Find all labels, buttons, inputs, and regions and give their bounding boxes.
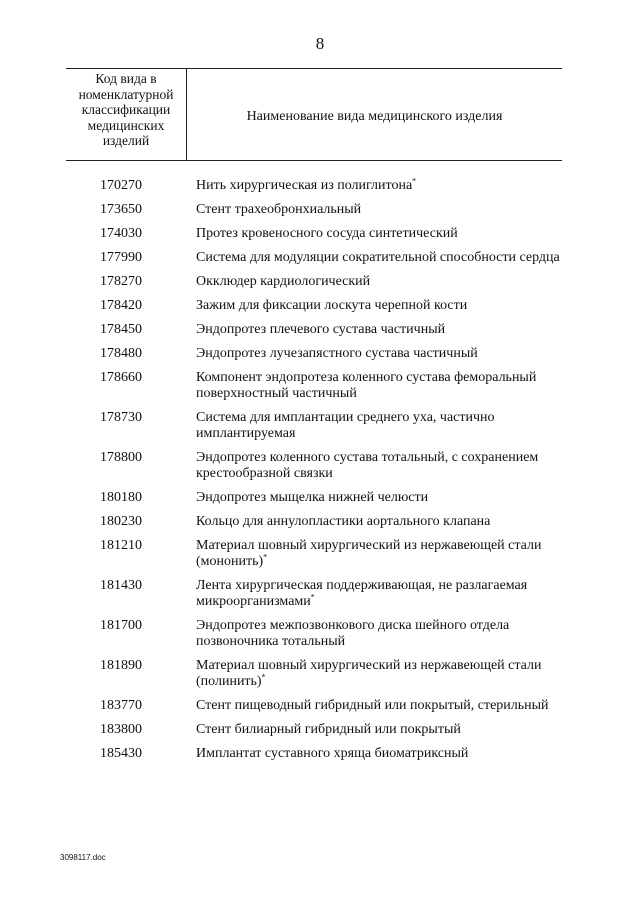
code-column-header: Код вида в номенклатурной классификации медицинских изделий: [66, 69, 187, 160]
device-code: 178270: [100, 274, 142, 289]
table-row: [66, 410, 562, 442]
table-row: [66, 658, 562, 690]
footnote-mark: *: [261, 672, 266, 682]
device-name-cell: [186, 538, 562, 570]
table-row: [66, 450, 562, 482]
device-name: Эндопротез межпозвонкового диска шейного отдела позвоночника тотальный: [196, 618, 510, 649]
device-name-cell: [186, 698, 562, 714]
device-code: 173650: [100, 202, 142, 217]
table-row: [66, 178, 562, 194]
device-name: Материал шовный хирургический из нержавеющей стали (мононить): [196, 538, 542, 569]
device-code: 183800: [100, 722, 142, 737]
table-row: [66, 538, 562, 570]
device-name: Лента хирургическая поддерживающая, не разлагаемая микроорганизмами: [196, 578, 528, 609]
device-name-cell: [186, 618, 562, 650]
device-name-cell: [186, 274, 562, 290]
device-name-cell: [186, 202, 562, 218]
device-code: 178660: [100, 370, 142, 385]
device-name-cell: [186, 178, 562, 194]
device-code: 181890: [100, 658, 142, 673]
device-code: 181700: [100, 618, 142, 633]
name-column-header: Наименование вида медицинского изделия: [246, 108, 503, 124]
device-name-cell: [186, 410, 562, 442]
device-name: Эндопротез лучезапястного сустава частичный: [196, 346, 478, 361]
device-name: Система для имплантации среднего уха, частично имплантируемая: [196, 410, 495, 441]
table-row: [66, 722, 562, 738]
device-name: Стент трахеобронхиальный: [196, 202, 362, 217]
device-code: 178420: [100, 298, 142, 313]
table-row: [66, 322, 562, 338]
table-row: [66, 370, 562, 402]
table-row: [66, 514, 562, 530]
table-body: [66, 178, 562, 762]
device-code: 178800: [100, 450, 142, 465]
footnote-mark: *: [412, 176, 417, 186]
device-name-cell: [186, 746, 562, 762]
table-row: [66, 274, 562, 290]
device-name-cell: [186, 722, 562, 738]
device-name-cell: [186, 226, 562, 242]
device-name: Стент пищеводный гибридный или покрытый, стерильный: [196, 698, 549, 713]
device-code: 181210: [100, 538, 142, 553]
device-name-cell: [186, 490, 562, 506]
device-name: Стент билиарный гибридный или покрытый: [196, 722, 461, 737]
device-code: 178480: [100, 346, 142, 361]
device-name: Материал шовный хирургический из нержавеющей стали (полинить): [196, 658, 542, 689]
table-row: [66, 346, 562, 362]
table-row: [66, 250, 562, 266]
table-row: [66, 578, 562, 610]
device-name: Нить хирургическая из полиглитона: [196, 178, 413, 193]
table-row: [66, 490, 562, 506]
device-name-cell: [186, 346, 562, 362]
device-code: 181430: [100, 578, 142, 593]
table-row: [66, 618, 562, 650]
table-row: [66, 298, 562, 314]
device-name-cell: [186, 658, 562, 690]
table-row: [66, 226, 562, 242]
device-name: Окклюдер кардиологический: [196, 274, 371, 289]
device-code: 174030: [100, 226, 142, 241]
device-name: Компонент эндопротеза коленного сустава феморальный поверхностный частичный: [196, 370, 537, 401]
device-name: Эндопротез коленного сустава тотальный, с сохранением крестообразной связки: [196, 450, 539, 481]
footnote-mark: *: [263, 552, 268, 562]
device-name-cell: [186, 322, 562, 338]
page-number: 8: [315, 34, 325, 53]
table-row: [66, 746, 562, 762]
table-row: [66, 698, 562, 714]
device-name-cell: [186, 298, 562, 314]
device-name: Имплантат суставного хряща биоматриксный: [196, 746, 469, 761]
device-name: Зажим для фиксации лоскута черепной кости: [196, 298, 468, 313]
device-name: Эндопротез плечевого сустава частичный: [196, 322, 446, 337]
device-code: 178450: [100, 322, 142, 337]
device-code: 170270: [100, 178, 142, 193]
device-code: 178730: [100, 410, 142, 425]
file-name-footer: 3098117.doc: [60, 853, 106, 862]
device-code: 177990: [100, 250, 142, 265]
device-code: 180180: [100, 490, 142, 505]
device-code: 185430: [100, 746, 142, 761]
device-name-cell: [186, 450, 562, 482]
device-name-cell: [186, 370, 562, 402]
device-name: Система для модуляции сократительной способности сердца: [196, 250, 560, 265]
device-name-cell: [186, 514, 562, 530]
device-name: Протез кровеносного сосуда синтетический: [196, 226, 458, 241]
device-code: 183770: [100, 698, 142, 713]
device-name-cell: [186, 578, 562, 610]
device-table: [66, 68, 562, 770]
footnote-mark: *: [310, 592, 315, 602]
device-code: 180230: [100, 514, 142, 529]
device-name: Эндопротез мыщелка нижней челюсти: [196, 490, 429, 505]
table-row: [66, 202, 562, 218]
device-name: Кольцо для аннулопластики аортального клапана: [196, 514, 491, 529]
device-name-cell: [186, 250, 562, 266]
table-header: [66, 68, 562, 161]
